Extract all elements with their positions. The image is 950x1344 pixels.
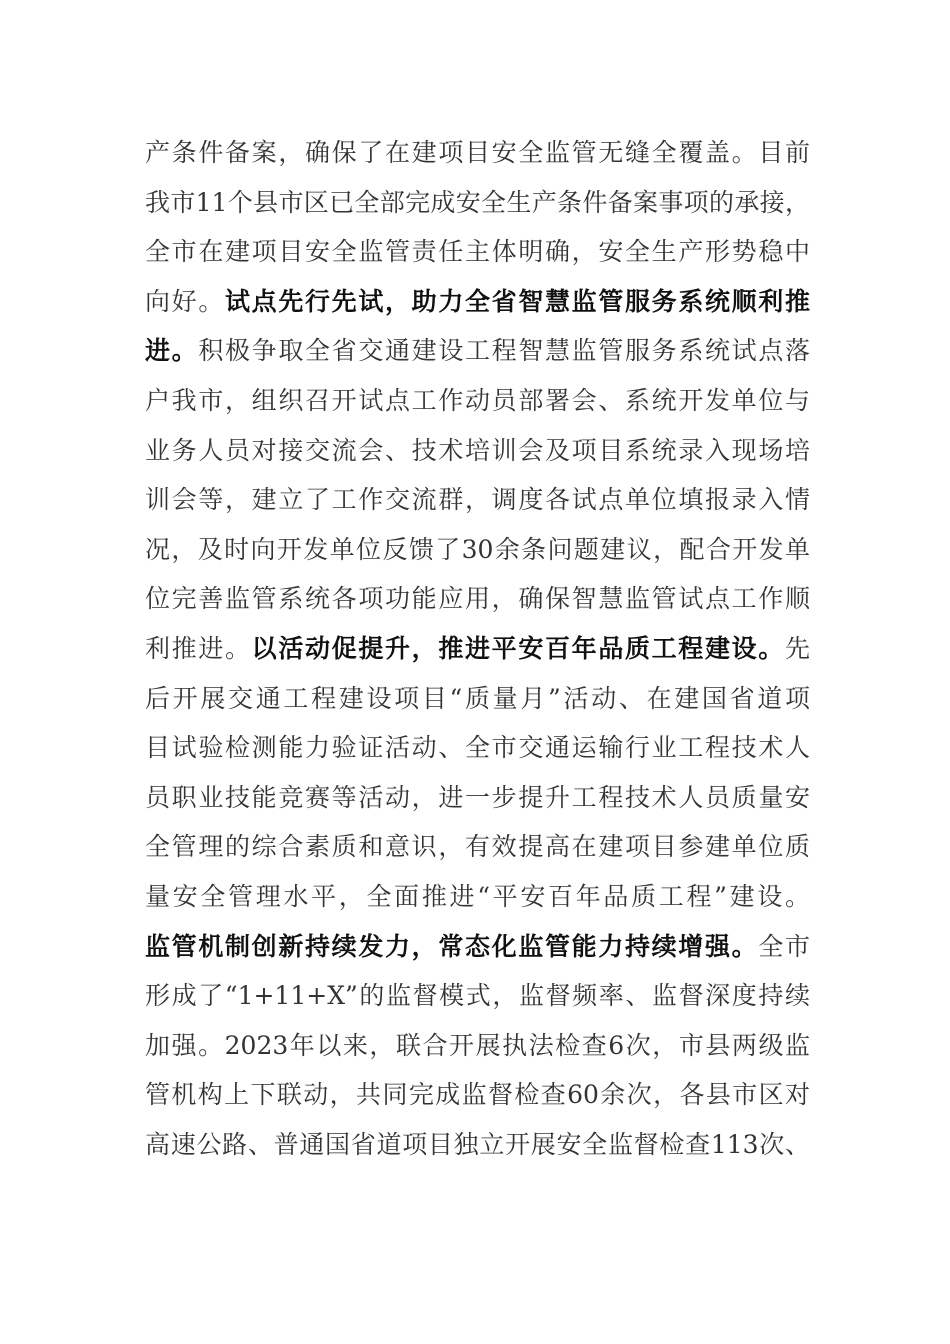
text-line [145,128,810,178]
body-text-run: 全管理的综合素质和意识，有效提高在建项目参建单位质 [145,832,810,862]
body-text-run: 先 [784,633,810,663]
text-line [145,178,810,228]
body-text-run: 利推进。 [145,633,252,663]
text-line [145,822,810,872]
text-line [145,922,810,972]
text-line [145,1070,810,1120]
text-line [145,277,810,327]
text-line [145,624,810,674]
body-text-run: 产条件备案，确保了在建项目安全监管无缝全覆盖。目前 [145,138,810,167]
body-text-run: 管机构上下联动，共同完成监督检查60余次，各县市区对 [145,1080,810,1110]
text-line [145,326,810,376]
body-text-run: 训会等，建立了工作交流群，调度各试点单位填报录入情 [145,485,810,515]
body-text-run: 形成了“1+11+X”的监督模式，监督频率、监督深度持续 [145,981,810,1011]
body-text-run: 后开展交通工程建设项目“质量月”活动、在建国省道项 [145,683,810,713]
text-line [145,1120,810,1170]
text-line [145,475,810,525]
body-text-run: 业务人员对接交流会、技术培训会及项目系统录入现场培 [145,435,810,465]
bold-heading-text: 进。 [145,336,199,366]
text-line [145,525,810,575]
text-line [145,872,810,922]
body-text-run: 位完善监管系统各项功能应用，确保智慧监管试点工作顺 [145,584,810,614]
body-text-run: 向好。 [145,286,225,316]
body-text [145,128,810,1169]
body-text-run: 员职业技能竞赛等活动，进一步提升工程技术人员质量安 [145,782,810,812]
body-text-run: 积极争取全省交通建设工程智慧监管服务系统试点落 [198,336,810,366]
text-line [145,426,810,476]
body-text-run: 我市11个县市区已全部完成安全生产条件备案事项的承接， [145,187,810,217]
body-text-run: 加强。2023年以来，联合开展执法检查6次，市县两级监 [145,1030,810,1060]
body-text-run: 全市 [758,931,810,961]
text-line [145,674,810,724]
bold-heading-text: 以活动促提升，推进平安百年品质工程建设。 [251,633,785,663]
body-text-run: 户我市，组织召开试点工作动员部署会、系统开发单位与 [145,385,810,415]
text-line [145,723,810,773]
text-line [145,376,810,426]
bold-heading-text: 试点先行先试，助力全省智慧监管服务系统顺利推 [225,286,810,316]
bold-heading-text: 监管机制创新持续发力，常态化监管能力持续增强。 [145,931,759,961]
body-text-run: 况，及时向开发单位反馈了30余条问题建议，配合开发单 [145,534,810,564]
body-text-run: 目试验检测能力验证活动、全市交通运输行业工程技术人 [145,733,810,763]
body-text-run: 全市在建项目安全监管责任主体明确，安全生产形势稳中 [145,237,810,267]
text-line [145,971,810,1021]
body-text-run: 高速公路、普通国省道项目独立开展安全监督检查113次、 [145,1129,810,1159]
text-line [145,1021,810,1071]
text-line [145,227,810,277]
body-text-run: 量安全管理水平，全面推进“平安百年品质工程”建设。 [145,881,810,911]
text-line [145,574,810,624]
text-line [145,773,810,823]
